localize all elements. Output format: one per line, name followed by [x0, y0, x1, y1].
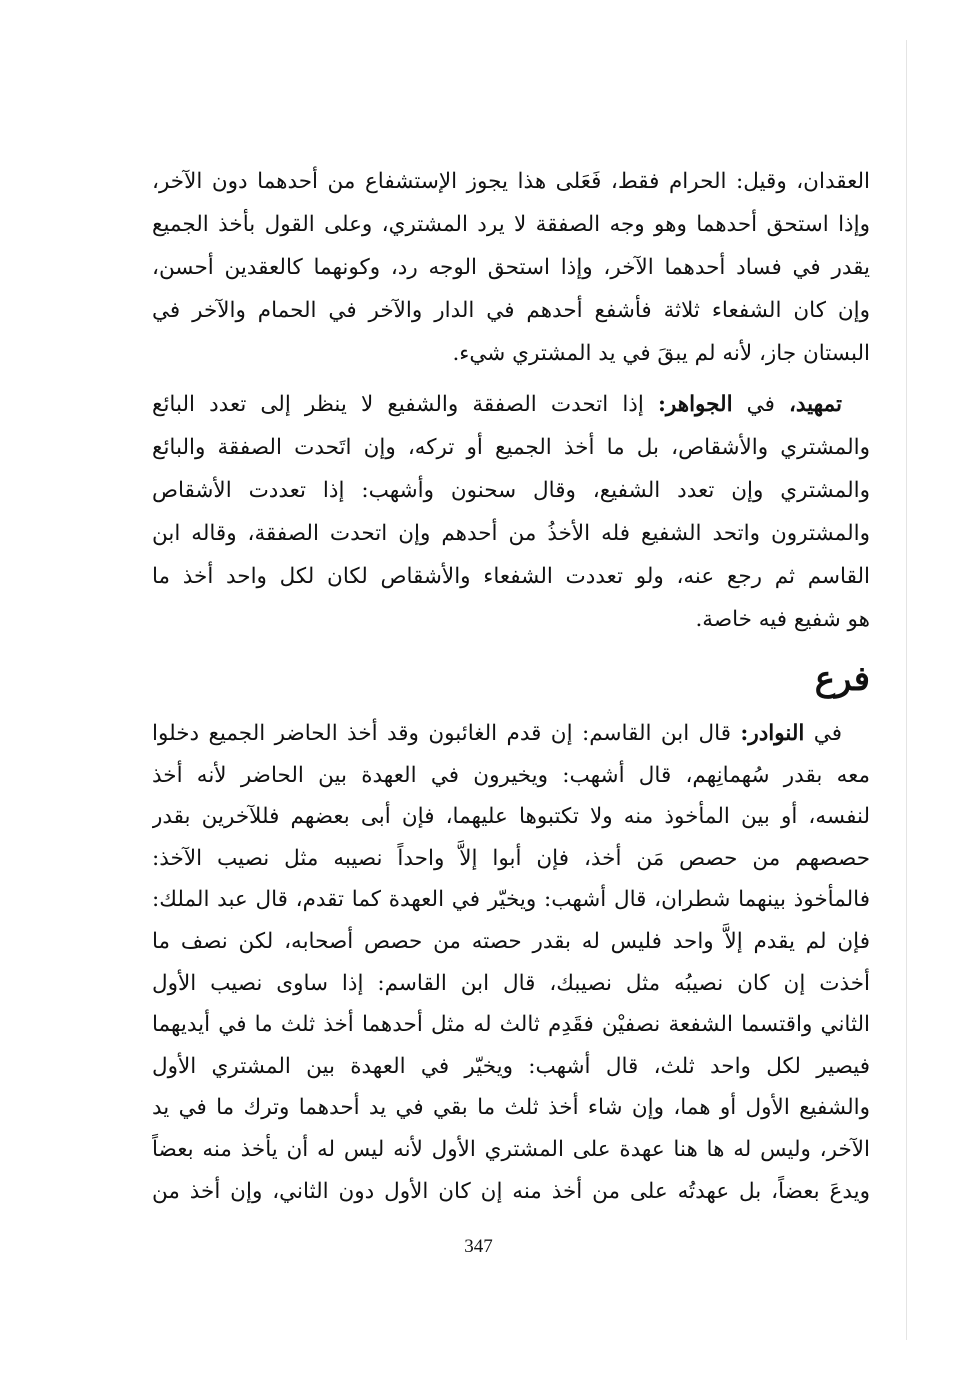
lead-term-nawadir: النوادر: — [740, 721, 805, 746]
page-body — [152, 160, 870, 1212]
text-line — [152, 713, 870, 755]
text-line: وإن كان الشفعاء ثلاثة فأشفع أحدهم في الدار والآخر في الحمام والآخر في — [152, 298, 870, 323]
lead-term-jawahir: الجواهر: — [657, 392, 733, 417]
text-line: ويدعَ بعضاً، بل عهدتُه على من أخذ منه إن كان الأول دون الثاني، وإن أخذ من — [152, 1178, 870, 1204]
text-line: معه بقدر سُهمانِهم، قال أشهب: ويخيرون في العهدة بين الحاضر لأنه أخذ — [152, 762, 870, 788]
prefix-text: في — [804, 721, 842, 746]
text-line: العقدان، وقيل: الحرام فقط، فَعَلى هذا يجوز الإستشفاع من أحدهما دون الآخر، — [152, 169, 870, 194]
text-line: والشفيع الأول أو هما، وإن شاء أخذ ثلث ما بقي في يد أحدهما وترك ما في يد — [152, 1095, 870, 1121]
text-line: حصصهم من حصص مَن أخذ، فإن أبوا إلاَّ واحداً نصيبه مثل نصيب الآخذ: — [152, 845, 870, 871]
text-line: لنفسه، أو بين المأخوذ منه ولا تكتبوها عليهما، فإن أبى بعضهم فللآخرين بقدر — [152, 804, 870, 830]
paragraph-2 — [152, 383, 870, 641]
lead-term-tamheed: تمهيد، — [788, 392, 842, 417]
line-text: قال ابن القاسم: إن قدم الغائبون وقد أخذ الحاضر الجميع دخلوا — [152, 721, 741, 746]
page-edge-line — [906, 40, 907, 1340]
section-heading: فرع — [814, 659, 870, 699]
page-number: 347 — [464, 1236, 493, 1257]
text-line: والمشترون واتحد الشفيع فله الأخذُ من أحدهم وإن اتحدت الصفقة، وقاله ابن — [152, 521, 870, 546]
text-line: فإن لم يقدم إلاَّ واحد فليس له بقدر حصته من حصص أصحابه، لكن نصف ما — [152, 928, 870, 954]
connector-text: في — [732, 392, 789, 417]
text-line: وإذا استحق أحدهما وهو وجه الصفقة لا يرد المشتري، وعلى القول بأخذ الجميع — [152, 212, 870, 237]
text-line: القاسم ثم رجع عنه، ولو تعددت الشفعاء والأشقاص لكان لكل واحد أخذ ما — [152, 564, 870, 589]
text-line: والمشتري والأشقاص، بل ما أخذ الجميع أو تركه، وإن اتَحدت الصفقة والبائع — [152, 435, 870, 460]
text-line: فالمأخوذ بينهما شطران، قال أشهب: ويخيّر في العهدة كما تقدم، قال عبد الملك: — [152, 887, 870, 913]
text-line: البستان جاز، لأنه لم يبقَ في يد المشتري شيء. — [452, 341, 870, 366]
line-text: إذا اتحدت الصفقة والشفيع لا ينظر إلى تعدد البائع — [152, 392, 658, 417]
text-line: الثاني واقتسما الشفعة نصفيْن فقَدِم ثالث له مثل أحدهما أخذ ثلث ما في أيديهما — [152, 1012, 870, 1038]
text-line: الآخر، وليس له ها هنا عهدة على المشتري الأول لأنه ليس له أن يأخذ منه بعضاً — [152, 1136, 870, 1162]
text-line: يقدر في فساد أحدهما الآخر، وإذا استحق الوجه رد، وكونهما كالعقدين أحسن، — [152, 255, 870, 280]
paragraph-3 — [152, 713, 870, 1212]
text-line: أخذت إن كان نصيبُه مثل نصيبك، قال ابن القاسم: إذا ساوى نصيب الأول — [152, 970, 870, 996]
paragraph-1 — [152, 160, 870, 375]
text-line: فيصير لكل واحد ثلث، قال أشهب: ويخيّر في العهدة بين المشتري الأول — [152, 1053, 870, 1079]
text-line — [152, 383, 870, 426]
text-line: هو شفيع فيه خاصة. — [695, 607, 870, 632]
text-line: والمشتري وإن تعدد الشفيع، وقال سحنون وأشهب: إذا تعددت الأشقاص — [152, 478, 870, 503]
